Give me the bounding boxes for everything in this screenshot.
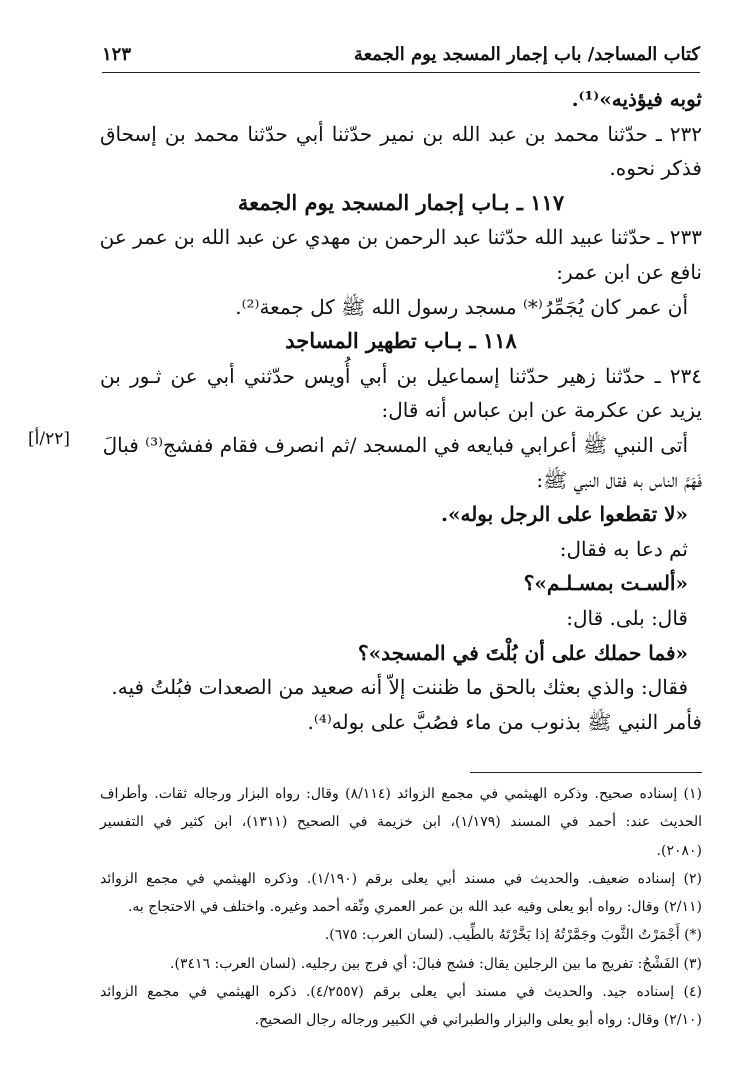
text-line: ثوبه فيؤذيه»⁽¹⁾. xyxy=(571,87,702,111)
footnote-line: الحديث عند: أحمد في المسند (١/١٧٩)، ابن خزيمة في الصحيح (١٣١١)، ابن كثير في التفسير xyxy=(100,814,703,831)
footnote-line: (٢٠٨٠). xyxy=(656,842,702,859)
footnote-line: (٣) الفَشْجُ: تفريج ما بين الرجلين يقال: فشج فبالَ: أي فرج بين رجليه. (لسان العرب: ٣٤١٦). xyxy=(170,955,702,972)
text-line: فأمر النبي ﷺ بذنوب من ماء فصُبَّ على بوله⁽⁴⁾. xyxy=(307,709,702,734)
prophet-quote: «فما حملك على أن بُلْتَ في المسجد»؟ xyxy=(358,640,688,665)
text-line: فقال: والذي بعثك بالحق ما ظننت إلاّ أنه صعيد من الصعدات فبُلتُ فيه. xyxy=(111,675,688,700)
text-line: نافع عن ابن عمر: xyxy=(556,259,702,284)
text-line: ثم دعا به فقال: xyxy=(559,536,688,561)
prophet-quote: «ألسـت بمسـلـم»؟ xyxy=(523,571,688,596)
text-line: فَهَمَّ الناس به فقال النبي ﷺ: xyxy=(536,467,702,492)
hadith-234-line: ٢٣٤ ـ حدّثنا زهير حدّثنا إسماعيل بن أبي أُويس حدّثني أبي عن ثـور بن xyxy=(100,363,702,388)
footnote-line: (١) إسناده صحيح. وذكره الهيثمي في مجمع الزوائد (٨/١١٤) وقال: رواه البزار ورجاله ثقات. وأطراف xyxy=(100,786,702,802)
text-line: أن عمر كان يُجَمِّرُ⁽*⁾ مسجد رسول الله ﷺ كل جمعة⁽²⁾. xyxy=(235,294,688,319)
footnote-line: (٢) إسناده ضعيف. والحديث في مسند أبي يعلى برقم (١/١٩٠). وذكره الهيثمي في مجمع الزوائد xyxy=(100,870,703,887)
footnotes xyxy=(100,780,702,1035)
prophet-quote: «لا تقطعوا على الرجل بوله». xyxy=(441,502,688,527)
text-line: يزيد عن عكرمة عن ابن عباس أنه قال: xyxy=(381,398,702,423)
hadith-232-line: ٢٣٢ ـ حدّثنا محمد بن عبد الله بن نمير حدّثنا أبي حدّثنا محمد بن إسحاق xyxy=(100,121,702,146)
running-title: كتاب المساجد/ باب إجمار المسجد يوم الجمعة xyxy=(353,44,700,65)
footnote-line: (٢/١١) وقال: رواه أبو يعلى وفيه عبد الله بن عمر العمري وثّقه أحمد وغيره. واختلف في الاحتجاج به. xyxy=(127,899,702,916)
text-line: فذكر نحوه. xyxy=(609,156,702,181)
text-line-content: أتى النبي ﷺ أعرابي فبايعه في المسجد /ثم انصرف فقام ففشج⁽³⁾ فبالَ xyxy=(102,432,688,457)
page-header xyxy=(102,40,700,73)
main-text xyxy=(100,82,702,739)
text-line: قال: بلى. قال: xyxy=(566,605,688,630)
manuscript-folio-note: [٢٢/أ] xyxy=(28,429,70,449)
chapter-118-heading: ١١٨ ـ بـاب تطهير المساجد xyxy=(285,328,517,354)
page-number: ١٢٣ xyxy=(102,44,132,65)
footnote-divider xyxy=(470,772,702,773)
footnote-line: (٢/١٠) وقال: رواه أبو يعلى والبزار والطبراني في الكبير ورجاله رجال الصحيح. xyxy=(254,1012,702,1029)
text-line xyxy=(100,428,702,463)
footnote-line: (٤) إسناده جيد. والحديث في مسند أبي يعلى برقم (٤/٢٥٥٧). ذكره الهيثمي في مجمع الزوائد xyxy=(100,984,702,1001)
hadith-233-line: ٢٣٣ ـ حدّثنا عبيد الله حدّثنا عبد الرحمن بن مهدي عن عبد الله بن عمر عن xyxy=(99,225,702,250)
chapter-117-heading: ١١٧ ـ بـاب إجمار المسجد يوم الجمعة xyxy=(237,189,565,215)
footnote-line: (*) أَجْمَرْتُ الثَّوبَ وجَمَّرْتُهُ إذا بَخَّرْتَهُ بالطِّيب. (لسان العرب: ٦٧٥). xyxy=(324,927,702,944)
